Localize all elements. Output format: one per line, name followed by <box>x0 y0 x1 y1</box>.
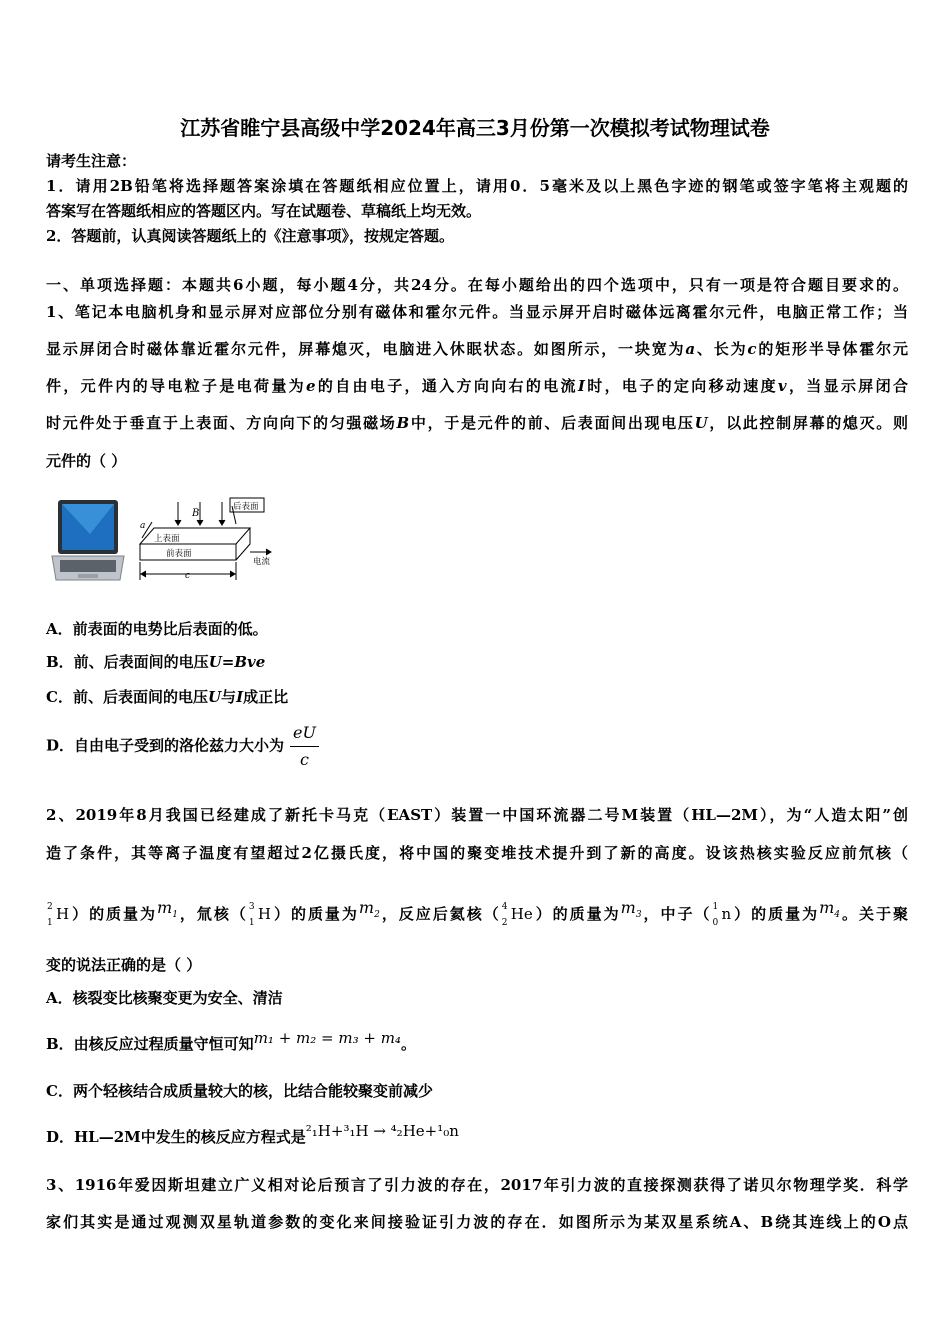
mass-conservation-formula: m₁ + m₂ = m₃ + m₄ <box>253 1029 401 1047</box>
mass-m1: $m_1$ <box>157 898 178 921</box>
q2-line-2: 造了条件，其等离子温度有望超过2亿摄氏度，将中国的聚变堆技术提升到了新的高度。设该热核实验反应前氘核（ <box>46 844 908 862</box>
q2-option-d: D．HL—2M中发生的核反应方程式是²₁H+³₁H → ⁴₂He+¹₀n <box>46 1122 459 1146</box>
mass-m3: $m_3$ <box>620 898 642 921</box>
fraction-eU-over-c: $\frac{eU}{c}$ <box>290 722 319 771</box>
q1-option-b: B．前、后表面间的电压U=Bve <box>46 653 266 671</box>
q1-line-2: 显示屏闭合时磁体靠近霍尔元件，屏幕熄灭，电脑进入休眠状态。如图所示，一块宽为a、长为c的矩形半导体霍尔元 <box>46 340 908 358</box>
label-B: B <box>192 508 200 519</box>
q1-figure <box>50 494 290 594</box>
section-heading: 一、单项选择题：本题共6小题，每小题4分，共24分。在每小题给出的四个选项中，只有一项是符合题目要求的。 <box>46 276 908 294</box>
tritium-symbol: 3 1 H <box>248 902 271 928</box>
q2-option-b: B．由核反应过程质量守恒可知m₁ + m₂ = m₃ + m₄。 <box>46 1029 416 1053</box>
q2-line-1: 2、2019年8月我国已经建成了新托卡马克（EAST）装置一中国环流器二号M装置（HL—2M），为“人造太阳”创 <box>46 806 908 824</box>
q1-line-1: 1、笔记本电脑机身和显示屏对应部位分别有磁体和霍尔元件。当显示屏开启时磁体远离霍尔元件，电脑正常工作；当 <box>46 303 908 321</box>
neutron-symbol: 1 0 n <box>712 902 732 928</box>
mass-m4: $m_4$ <box>819 898 841 921</box>
notice-heading: 请考生注意： <box>46 152 137 170</box>
fusion-equation: ²₁H+³₁H → ⁴₂He+¹₀n <box>305 1122 459 1140</box>
mass-m2: $m_2$ <box>358 898 380 921</box>
label-a: a <box>140 521 146 531</box>
q1-line-4: 时元件处于垂直于上表面、方向向下的匀强磁场B中，于是元件的前、后表面间出现电压U，以此控制屏幕的熄灭。则 <box>46 414 908 432</box>
q2-option-c: C．两个轻核结合成质量较大的核，比结合能较聚变前减少 <box>46 1082 433 1100</box>
q1-option-c: C．前、后表面间的电压U与I成正比 <box>46 688 289 706</box>
q3-line-2: 家们其实是通过观测双星轨道参数的变化来间接验证引力波的存在．如图所示为某双星系统A、B绕其连线上的O点 <box>46 1213 908 1231</box>
notice-line-1a: 1．请用2B铅笔将选择题答案涂填在答题纸相应位置上，请用0．5毫米及以上黑色字迹的钢笔或签字笔将主观题的 <box>46 177 908 195</box>
q1-line-5: 元件的（ ） <box>46 452 127 470</box>
notice-line-1b: 答案写在答题纸相应的答题区内。写在试题卷、草稿纸上均无效。 <box>46 202 482 220</box>
q1-option-a: A．前表面的电势比后表面的低。 <box>46 620 268 638</box>
label-top-surface: 上表面 <box>154 534 180 544</box>
label-back-surface: 后表面 <box>233 502 259 512</box>
q3-line-1: 3、1916年爱因斯坦建立广义相对论后预言了引力波的存在，2017年引力波的直接探测获得了诺贝尔物理学奖．科学 <box>46 1176 908 1194</box>
label-front-surface: 前表面 <box>166 549 192 559</box>
page-title: 江苏省睢宁县高级中学2024年高三3月份第一次模拟考试物理试卷 <box>180 116 770 140</box>
q2-line-4: 变的说法正确的是（ ） <box>46 956 202 974</box>
deuterium-symbol: 2 1 H <box>47 902 70 928</box>
q1-line-3: 件，元件内的导电粒子是电荷量为e的自由电子，通入方向向右的电流I时，电子的定向移动速度v，当显示屏闭合 <box>46 377 908 395</box>
q1-option-d: D．自由电子受到的洛伦兹力大小为 $\frac{eU}{c}$ <box>46 722 319 771</box>
label-c: c <box>185 571 191 581</box>
notice-line-2: 2．答题前，认真阅读答题纸上的《注意事项》，按规定答题。 <box>46 227 454 245</box>
helium-symbol: 4 2 He <box>501 902 533 928</box>
q2-line-3: 2 1 H）的质量为$m_1$，氚核（ 3 1 H）的质量为$m_2$，反应后氦核（ 4 2 He）的质量为$m_3$，中子（ 1 0 n）的质量为$m_4$。关于聚 <box>47 898 908 928</box>
q2-option-a: A．核裂变比核聚变更为安全、清洁 <box>46 989 283 1007</box>
label-current: 电流 <box>253 557 271 567</box>
laptop-icon <box>52 500 124 580</box>
